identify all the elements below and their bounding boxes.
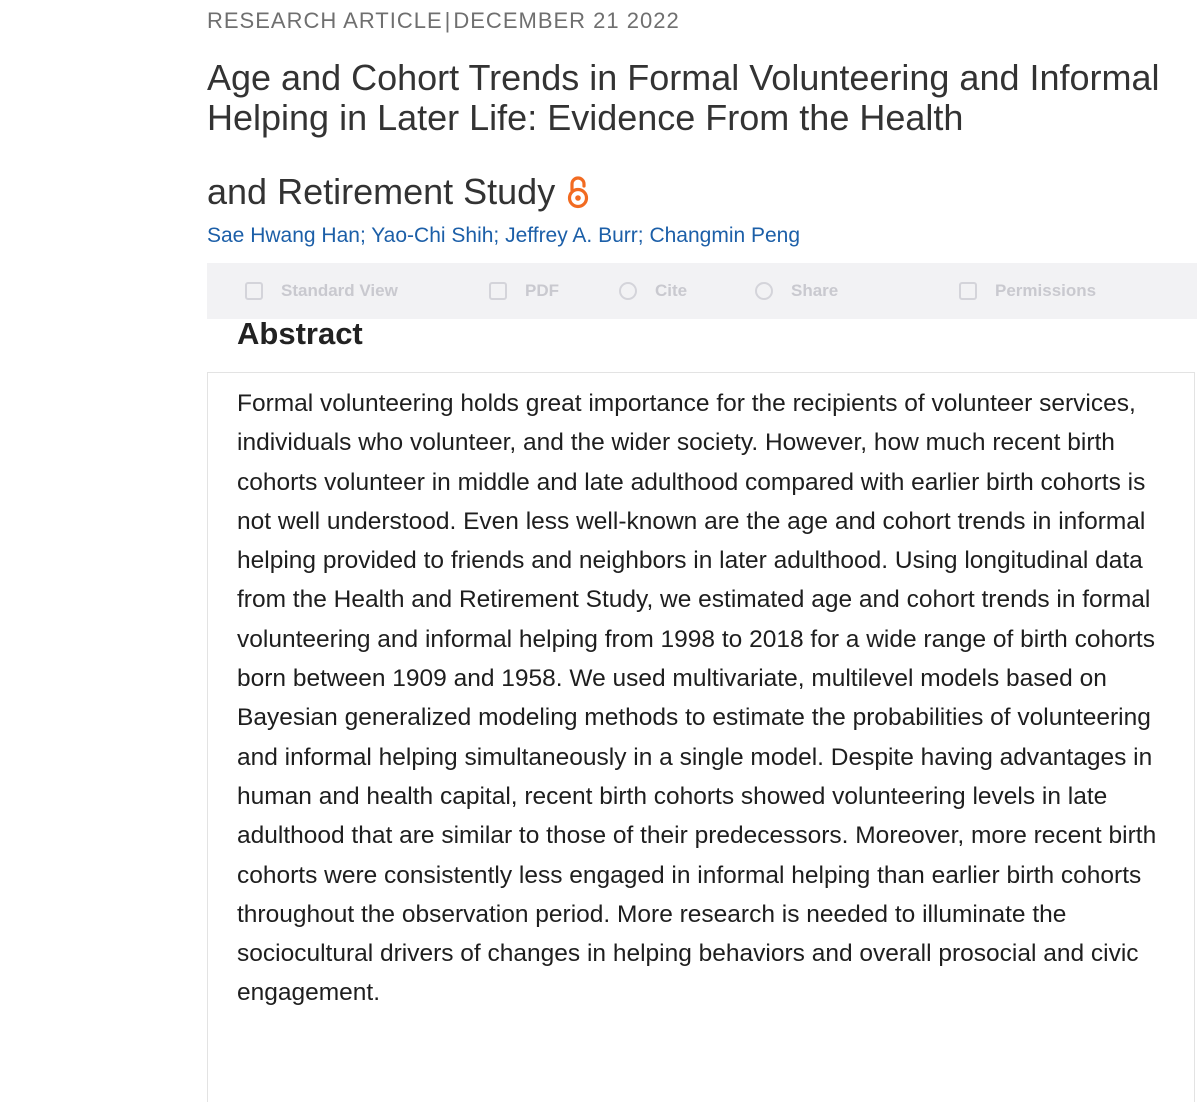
open-access-icon[interactable] [565,174,591,210]
author-link[interactable]: Jeffrey A. Burr [505,224,638,247]
author-link[interactable]: Sae Hwang Han [207,224,360,247]
abstract-text: Formal volunteering holds great importance for the recipients of volunteer services, individuals who volunteer, and the wider society. However, how much recent birth cohorts volunteer in middle and late adulthood compared with earlier birth cohorts is not well understood. Even less well-known are the age and cohort trends in informal helping provided to friends and neighbors in later adulthood. Using longitudinal data from the Health and Retirement Study, we estimated age and cohort trends in formal volunteering and informal helping from 1998 to 2018 for a wide range of birth cohorts born between 1909 and 1958. We used multivariate, multilevel models based on Bayesian generalized modeling methods to estimate the probabilities of volunteering and informal helping simultaneously in a single model. Despite having advantages in human and health capital, recent birth cohorts showed volunteering levels in late adulthood that are similar to those of their predecessors. Moreover, more recent birth cohorts were consistently less engaged in informal helping than earlier birth cohorts throughout the observation period. More research is needed to illuminate the sociocultural drivers of changes in helping behaviors and overall prosocial and civic engagement. [237,390,1157,1007]
share-label: Share [791,281,839,300]
permissions-button[interactable] [959,281,1096,301]
share-icon [755,282,773,300]
quote-icon [619,282,637,300]
permissions-label: Permissions [995,281,1097,300]
pdf-button[interactable] [489,281,559,301]
author-separator: ; [493,224,506,247]
author-separator: ; [359,224,372,247]
article-title-end: and Retirement Study [207,171,556,212]
view-icon [245,282,263,300]
abstract-heading: Abstract [237,316,363,351]
standard-view-button[interactable] [245,281,398,301]
author-link[interactable]: Yao-Chi Shih [371,224,494,247]
author-link[interactable]: Changmin Peng [649,224,801,247]
article-type: RESEARCH ARTICLE [207,8,443,33]
article-date: DECEMBER 21 2022 [453,8,680,33]
permissions-icon [959,282,977,300]
cite-button[interactable] [619,281,687,301]
cite-label: Cite [655,281,688,300]
author-list [207,224,800,248]
standard-view-label: Standard View [281,281,398,300]
author-separator: ; [637,224,650,247]
article-meta [207,8,680,34]
article-title: Age and Cohort Trends in Formal Volunteering and Informal Helping in Later Life: Evidence From the Health [207,57,1160,138]
article-title-last-line [207,170,591,214]
pdf-label: PDF [525,281,559,300]
meta-separator: | [444,8,452,33]
share-button[interactable] [755,281,838,301]
article-toolbar [207,263,1197,319]
pdf-icon [489,282,507,300]
